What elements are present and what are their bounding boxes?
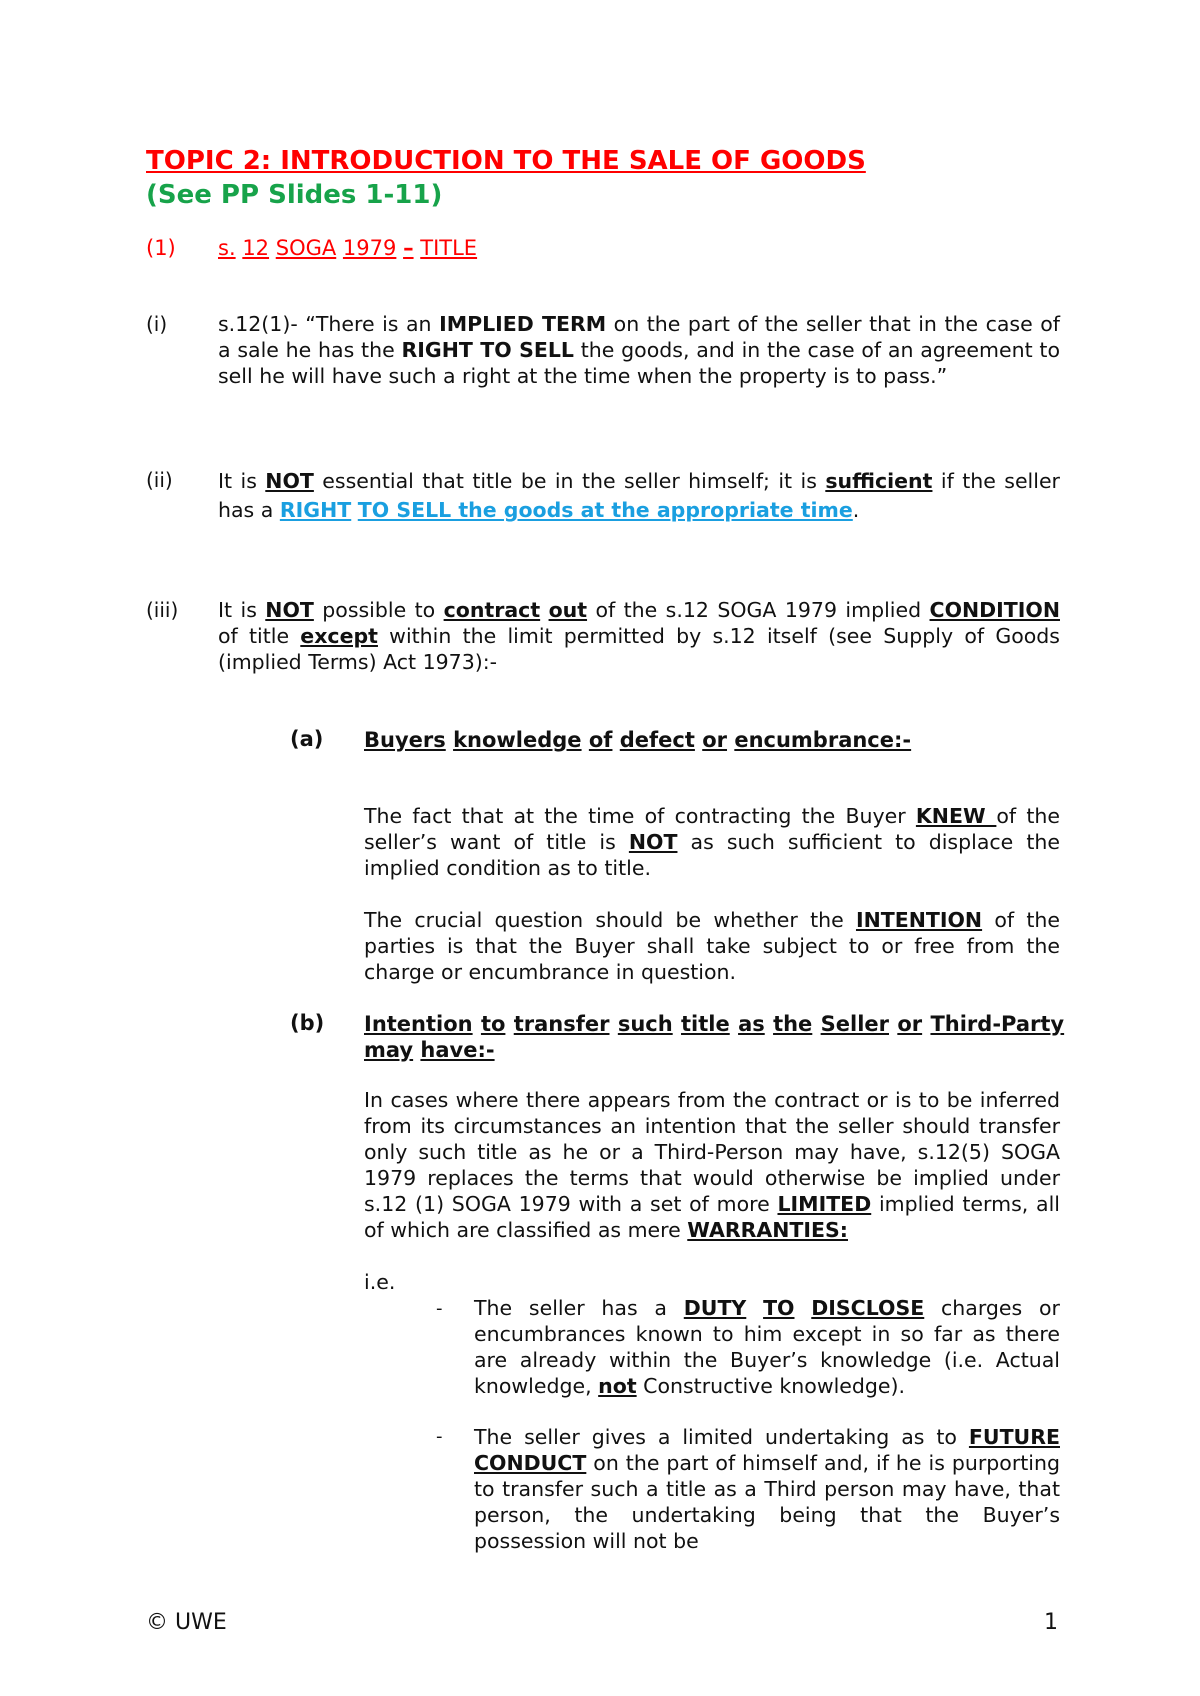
emphasis: CONDITION [929, 598, 1060, 622]
section-heading-word: 12 [242, 236, 270, 260]
emphasis: NOT [628, 830, 678, 854]
item-i-paragraph [218, 311, 1060, 389]
sub-a-paragraph-1 [364, 803, 1060, 881]
emphasis: contract [443, 598, 541, 622]
section-heading-word: 1979 [342, 236, 397, 260]
emphasis: RIGHT TO SELL [401, 338, 574, 362]
text-run: The crucial question should be whether the [364, 908, 856, 932]
text-run: of the parties is that the Buyer shall take subject to or free from the charge or encumbrance in question. [364, 908, 1060, 984]
heading-word: the [773, 1012, 813, 1036]
footer-page-number: 1 [1044, 1610, 1058, 1635]
section-heading-word: TITLE [420, 236, 478, 260]
text-run: on the part of himself and, if he is purporting to transfer such a title as a Third person may have, that person, the undertaking being that the Buyer’s possession will not be [474, 1451, 1060, 1553]
text-run: The seller has a [474, 1296, 684, 1320]
heading-word: title [681, 1012, 730, 1036]
text-run: The fact that at the time of contracting the Buyer [364, 804, 916, 828]
section-heading-word: – [403, 236, 414, 260]
emphasis: IMPLIED TERM [439, 312, 607, 336]
heading-word: as [738, 1012, 765, 1036]
item-iii-paragraph [218, 597, 1060, 675]
text-run: . [852, 498, 860, 522]
heading-word: knowledge [453, 728, 582, 752]
text-run: The seller gives a limited undertaking as to [474, 1425, 969, 1449]
text-run: if the seller has a [218, 469, 1060, 522]
heading-word: to [480, 1012, 506, 1036]
section-heading [218, 236, 477, 260]
text-run: of the seller’s want of title is [364, 804, 1060, 854]
sub-b-paragraph-1 [364, 1087, 1060, 1243]
highlight-link[interactable]: RIGHT [279, 498, 352, 522]
text-run [794, 1296, 811, 1320]
text-run: of the s.12 SOGA 1979 implied [587, 598, 930, 622]
sub-a-heading [364, 727, 1064, 753]
text-run: the goods, and in the case of an agreement to sell he will have such a right at the time when the property is to pass.” [218, 338, 1060, 388]
text-run: implied terms, all of which are classified as mere [364, 1192, 1060, 1242]
sub-a-paragraph-2 [364, 907, 1060, 985]
section-number: (1) [146, 236, 176, 260]
highlight-link[interactable]: TO SELL the goods at the appropriate time [357, 498, 853, 522]
sub-b-ie: i.e. [364, 1270, 396, 1294]
heading-word: encumbrance:- [734, 728, 912, 752]
document-subtitle: (See PP Slides 1-11) [146, 180, 443, 210]
heading-word: or [897, 1012, 923, 1036]
heading-word: have:- [420, 1038, 495, 1062]
bullet-dash: - [436, 1298, 443, 1319]
item-ii-paragraph [218, 467, 1060, 525]
bullet-dash: - [436, 1426, 443, 1447]
emphasis: except [300, 624, 378, 648]
heading-word: of [588, 728, 613, 752]
emphasis: NOT [265, 469, 314, 493]
document-title: TOPIC 2: INTRODUCTION TO THE SALE OF GOODS [146, 146, 866, 176]
text-run: s.12(1)- “There is an [218, 312, 440, 336]
emphasis: TO [763, 1296, 795, 1320]
emphasis: out [548, 598, 588, 622]
emphasis: LIMITED [777, 1192, 872, 1216]
item-iii-label: (iii) [146, 598, 179, 622]
heading-word: defect [619, 728, 695, 752]
emphasis: NOT [265, 598, 314, 622]
bullet-item [474, 1295, 1060, 1399]
heading-word: or [702, 728, 728, 752]
text-run: essential that title be in the seller himself; it is [313, 469, 826, 493]
section-heading-word: s. [218, 236, 236, 260]
heading-word: such [617, 1012, 673, 1036]
text-run: within the limit permitted by s.12 itself (see Supply of Goods (implied Terms) Act 1973):- [218, 624, 1060, 674]
heading-word: Seller [820, 1012, 889, 1036]
heading-word: Intention [364, 1012, 473, 1036]
sub-a-label: (a) [290, 727, 324, 751]
emphasis: WARRANTIES: [687, 1218, 848, 1242]
text-run [540, 598, 548, 622]
section-heading-word: SOGA [275, 236, 337, 260]
heading-word: may [364, 1038, 414, 1062]
text-run: It is [218, 598, 266, 622]
text-run: possible to [313, 598, 444, 622]
emphasis: CONDUCT [474, 1451, 587, 1475]
emphasis: DISCLOSE [811, 1296, 925, 1320]
sub-b-heading [364, 1011, 1064, 1063]
text-run: Constructive knowledge). [636, 1374, 906, 1398]
footer-copyright: © UWE [146, 1610, 227, 1635]
text-run: It is [218, 469, 266, 493]
emphasis: FUTURE [968, 1425, 1060, 1449]
heading-word: Third-Party [930, 1012, 1065, 1036]
emphasis: sufficient [825, 469, 933, 493]
text-run: as such sufficient to displace the implied condition as to title. [364, 830, 1060, 880]
emphasis: INTENTION [855, 908, 983, 932]
text-run: on the part of the seller that in the case of a sale he has the [218, 312, 1061, 362]
item-ii-label: (ii) [146, 468, 173, 492]
text-run: of title [218, 624, 301, 648]
heading-word: transfer [513, 1012, 610, 1036]
text-run: In cases where there appears from the contract or is to be inferred from its circumstances an intention that the seller should transfer only such title as he or a Third-Person may have, s.12(5) SOGA 1979 replaces the terms that would otherwise be implied under s.12 (1) SOGA 1979 with a set of more [364, 1088, 1060, 1216]
heading-word: Buyers [364, 728, 446, 752]
text-run: charges or encumbrances known to him except in so far as there are already within the Buyer’s knowledge (i.e. Actual knowledge, [474, 1296, 1060, 1398]
text-run [746, 1296, 763, 1320]
emphasis: DUTY [683, 1296, 747, 1320]
sub-b-label: (b) [290, 1011, 325, 1035]
bullet-item [474, 1424, 1060, 1554]
emphasis: KNEW [915, 804, 997, 828]
item-i-label: (i) [146, 312, 168, 336]
emphasis: not [598, 1374, 637, 1398]
